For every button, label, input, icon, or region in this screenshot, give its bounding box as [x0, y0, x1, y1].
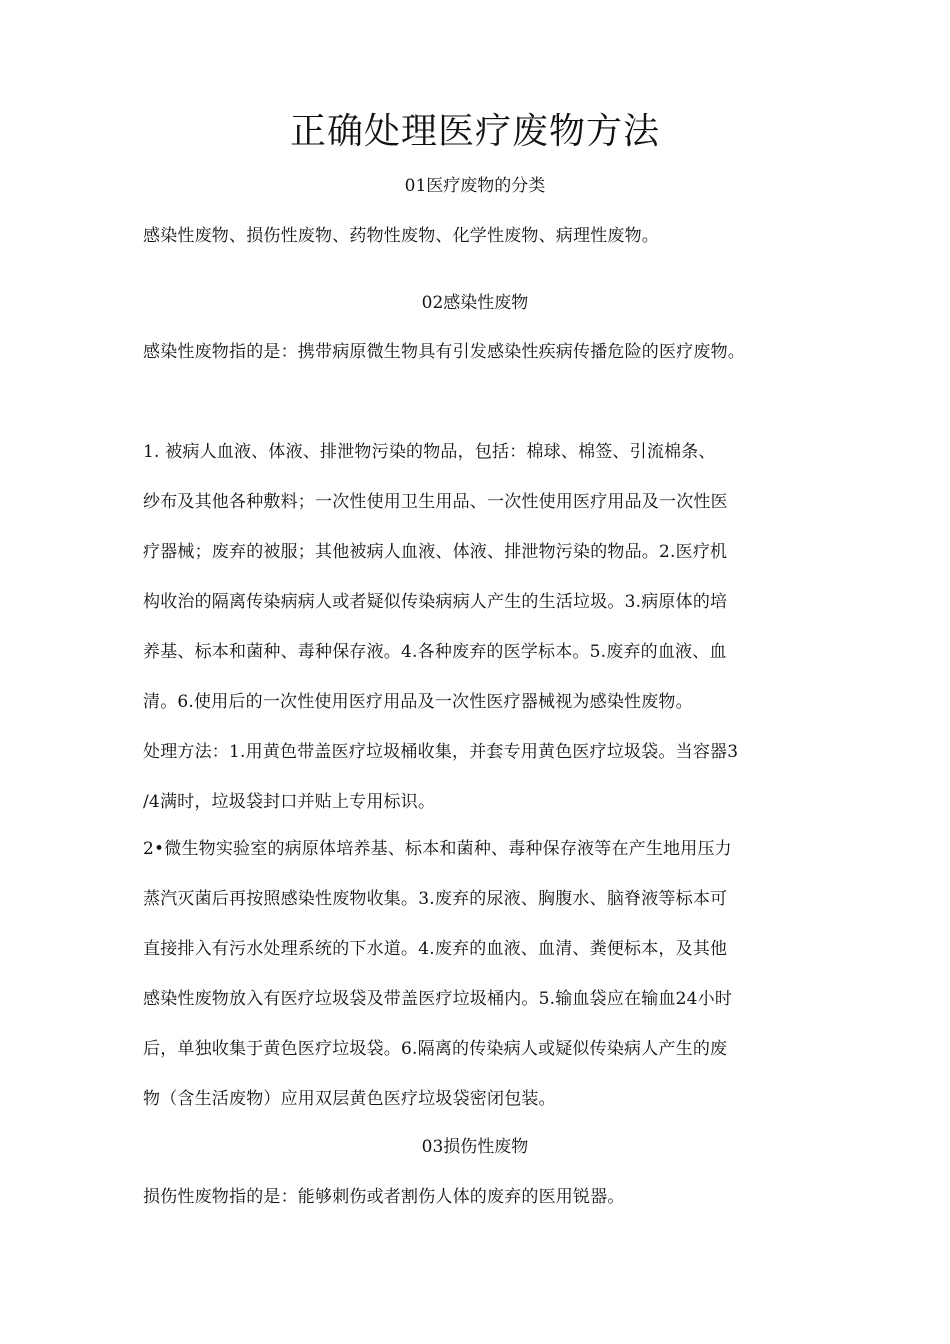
paragraph-lab-waste [143, 824, 811, 1124]
text-line: 感染性废物指的是：携带病原微生物具有引发感染性疾病传播危险的医疗废物。 [143, 342, 745, 362]
text-line: 物（含生活废物）应用双层黄色医疗垃圾袋密闭包装。 [143, 1089, 556, 1109]
text-line: 1. 被病人血液、体液、排泄物污染的物品，包括：棉球、棉签、引流棉条、 [143, 442, 716, 462]
text-line: 直接排入有污水处理系统的下水道。4.废弃的血液、血清、粪便标本，及其他 [143, 939, 728, 959]
text-line: 纱布及其他各种敷料；一次性使用卫生用品、一次性使用医疗用品及一次性医 [143, 492, 728, 512]
section-heading-sharps: 03损伤性废物 [421, 1137, 529, 1157]
text-line: 清。6.使用后的一次性使用医疗用品及一次性医疗器械视为感染性废物。 [143, 692, 693, 712]
section-heading-classification: 01医疗废物的分类 [404, 176, 546, 196]
paragraph-sharps-definition [143, 1172, 811, 1222]
text-line: 处理方法：1.用黄色带盖医疗垃圾桶收集，并套专用黄色医疗垃圾袋。当容器3 [143, 742, 739, 762]
section-heading-infectious: 02感染性废物 [421, 293, 529, 313]
text-line: 养基、标本和菌种、毒种保存液。4.各种废弃的医学标本。5.废弃的血液、血 [143, 642, 727, 662]
text-line: 后，单独收集于黄色医疗垃圾袋。6.隔离的传染病人或疑似传染病人产生的废 [143, 1039, 728, 1059]
text-line: 蒸汽灭菌后再按照感染性废物收集。3.废弃的尿液、胸腹水、脑脊液等标本可 [143, 889, 728, 909]
document-title: 正确处理医疗废物方法 [289, 111, 660, 152]
paragraph-infectious-definition [143, 327, 811, 377]
text-line: 感染性废物、损伤性废物、药物性废物、化学性废物、病理性废物。 [143, 226, 659, 246]
text-line: 损伤性废物指的是：能够刺伤或者割伤人体的废弃的医用锐器。 [143, 1187, 625, 1207]
paragraph-infectious-items [143, 427, 811, 727]
text-line: 疗器械；废弃的被服；其他被病人血液、体液、排泄物污染的物品。2.医疗机 [143, 542, 728, 562]
text-line: 构收治的隔离传染病病人或者疑似传染病病人产生的生活垃圾。3.病原体的培 [143, 592, 728, 612]
paragraph-classification [143, 211, 811, 261]
text-line: /4满时，垃圾袋封口并贴上专用标识。 [143, 792, 436, 812]
text-line: 2•微生物实验室的病原体培养基、标本和菌种、毒种保存液等在产生地用压力 [143, 839, 732, 859]
paragraph-treatment [143, 727, 811, 827]
text-line: 感染性废物放入有医疗垃圾袋及带盖医疗垃圾桶内。5.输血袋应在输血24小时 [143, 989, 733, 1009]
